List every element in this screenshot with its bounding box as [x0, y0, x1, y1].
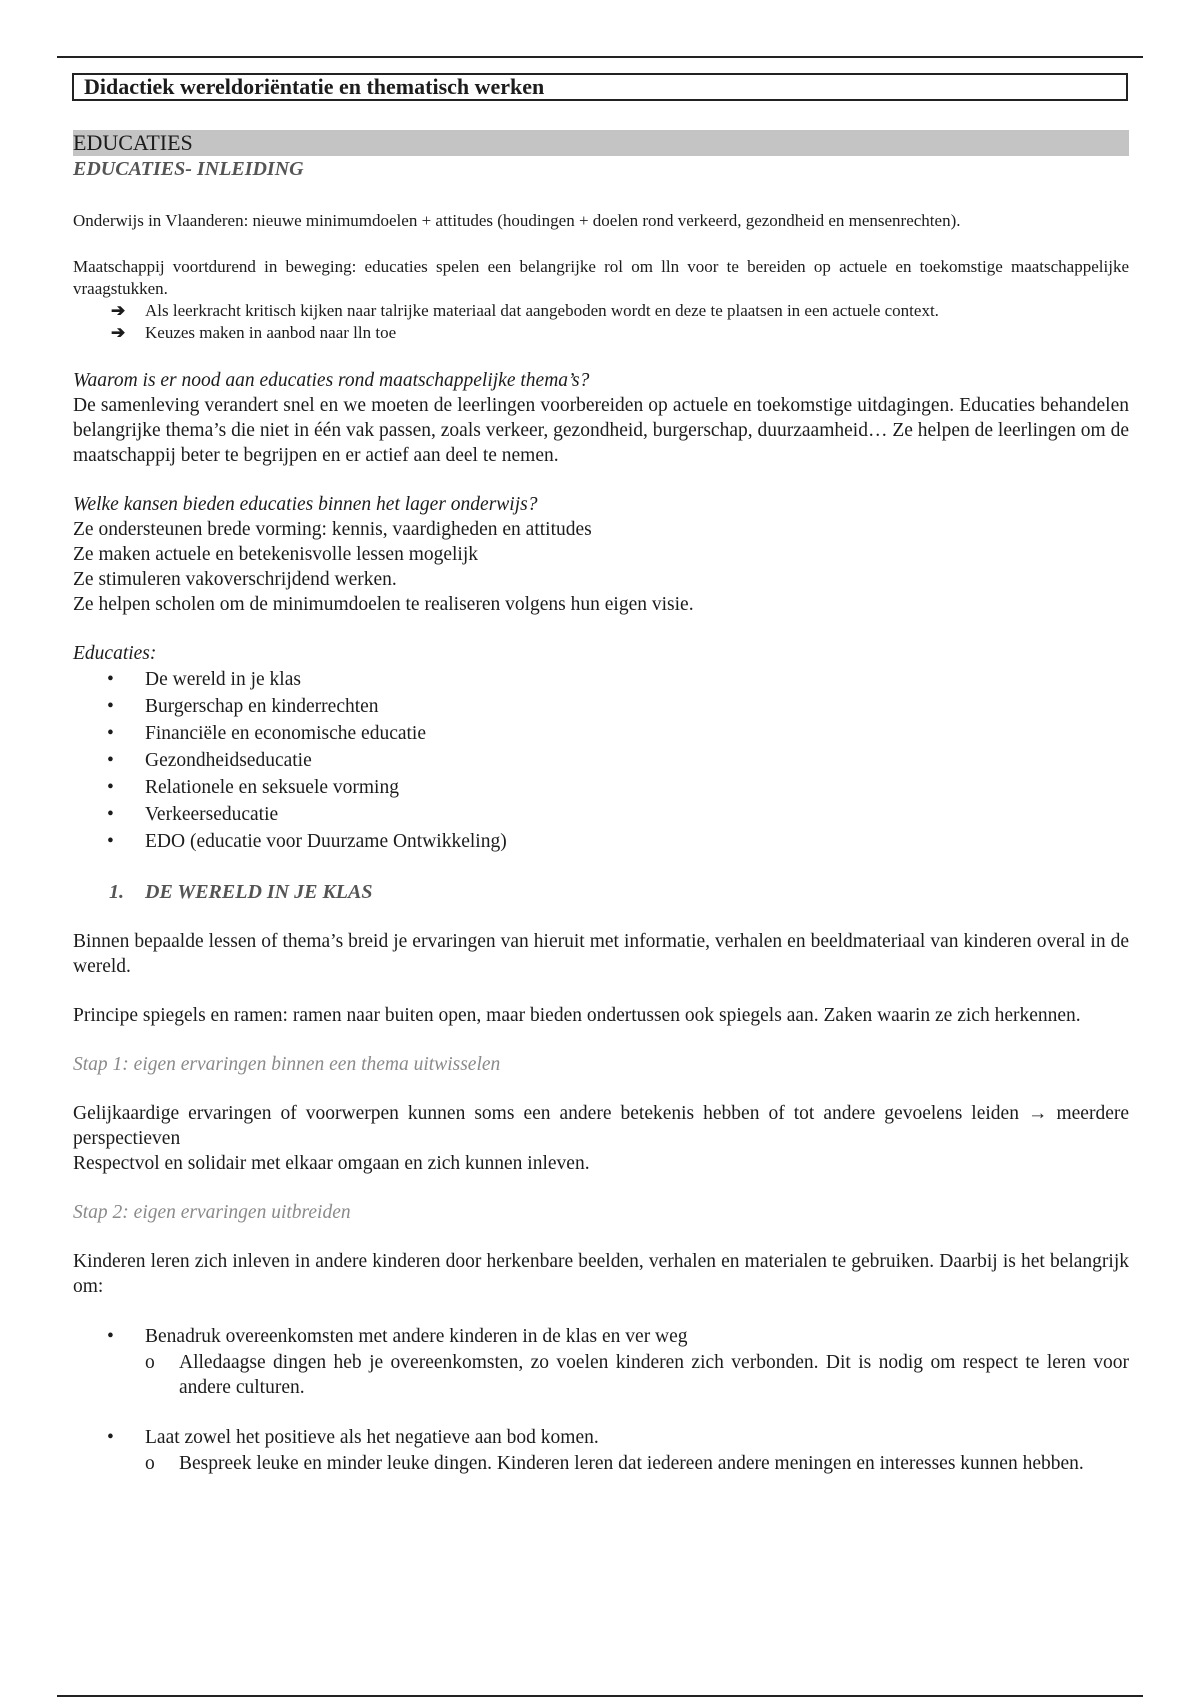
list-item: ➔ Keuzes maken in aanbod naar lln toe — [111, 323, 397, 342]
sub-list — [73, 1350, 1129, 1400]
chances-line: Ze maken actuele en betekenisvolle lessen mogelijk — [73, 544, 479, 565]
bullet-icon: • — [107, 831, 114, 852]
bullet-icon: • — [107, 696, 114, 717]
arrow-list — [73, 300, 1129, 344]
step-2-heading: Stap 2: eigen ervaringen uitbreiden — [73, 1202, 351, 1223]
list-item: • Gezondheidseducatie — [107, 747, 1129, 774]
bullet-icon: • — [107, 723, 114, 744]
why-question: Waarom is er nood aan educaties rond maatschappelijke thema’s? — [73, 370, 590, 391]
list-item: • Laat zowel het positieve als het negatieve aan bod komen. — [107, 1424, 1129, 1451]
list-item: • Burgerschap en kinderrechten — [107, 693, 1129, 720]
bullet-icon: • — [107, 1326, 114, 1347]
content — [73, 130, 1129, 1476]
sub-list — [73, 1451, 1129, 1476]
step-1-paragraph-2: Respectvol en solidair met elkaar omgaan en zich kunnen inleven. — [73, 1153, 590, 1174]
list-item: • EDO (educatie voor Duurzame Ontwikkeling) — [107, 828, 1129, 855]
arrow-icon: ➔ — [111, 323, 126, 342]
bottom-rule — [57, 1695, 1143, 1697]
list-item: o Bespreek leuke en minder leuke dingen. Kinderen leren dat iedereen andere meningen en interesses kunnen hebben. — [145, 1453, 1084, 1474]
list-item: ➔ Als leerkracht kritisch kijken naar talrijke materiaal dat aangeboden wordt en deze te plaatsen in een actuele context. — [111, 301, 939, 320]
chapter-heading: 1. DE WERELD IN JE KLAS — [109, 881, 373, 903]
circle-bullet-icon: o — [145, 1453, 155, 1474]
section-heading: EDUCATIES — [73, 130, 1129, 156]
circle-bullet-icon: o — [145, 1352, 155, 1373]
list-item: o Alledaagse dingen heb je overeenkomsten, zo voelen kinderen zich verbonden. Dit is nodig om respect te leren voor andere culturen. — [145, 1352, 1129, 1398]
why-answer: De samenleving verandert snel en we moeten de leerlingen voorbereiden op actuele en toekomstige uitdagingen. Educaties behandelen belangrijke thema’s die niet in één vak passen, zoals verkeer, gezondheid, burgerschap, duurzaamheid… Ze helpen de leerlingen om de maatschappij beter te begrijpen en er actief aan deel te nemen. — [73, 395, 1129, 466]
intro-paragraph-2: Maatschappij voortdurend in beweging: educaties spelen een belangrijke rol om lln voor te bereiden op actuele en toekomstige maatschappelijke vraagstukken. — [73, 257, 1129, 298]
step-1-heading: Stap 1: eigen ervaringen binnen een thema uitwisselen — [73, 1054, 501, 1075]
list-item: • De wereld in je klas — [107, 666, 1129, 693]
bullet-icon: • — [107, 1427, 114, 1448]
chances-line: Ze stimuleren vakoverschrijdend werken. — [73, 569, 397, 590]
arrow-icon: ➔ — [111, 301, 126, 320]
points-list — [73, 1424, 1129, 1451]
document-title: Didactiek wereldoriëntatie en thematisch werken — [72, 73, 1128, 101]
bullet-icon: • — [107, 804, 114, 825]
chapter-paragraph-1: Binnen bepaalde lessen of thema’s breid je ervaringen van hieruit met informatie, verhalen en beeldmateriaal van kinderen overal in de wereld. — [73, 931, 1129, 977]
bullet-icon: • — [107, 777, 114, 798]
educaties-list — [73, 666, 1129, 855]
bullet-icon: • — [107, 669, 114, 690]
top-rule — [57, 56, 1143, 58]
list-item: • Benadruk overeenkomsten met andere kinderen in de klas en ver weg — [107, 1323, 1129, 1350]
list-item: • Relationele en seksuele vorming — [107, 774, 1129, 801]
list-item: • Financiële en economische educatie — [107, 720, 1129, 747]
chances-question: Welke kansen bieden educaties binnen het lager onderwijs? — [73, 494, 538, 515]
chances-line: Ze helpen scholen om de minimumdoelen te realiseren volgens hun eigen visie. — [73, 594, 694, 615]
chances-line: Ze ondersteunen brede vorming: kennis, vaardigheden en attitudes — [73, 519, 592, 540]
chapter-paragraph-2: Principe spiegels en ramen: ramen naar buiten open, maar bieden ondertussen ook spiegels aan. Zaken waarin ze zich herkennen. — [73, 1005, 1081, 1026]
section-subheading: EDUCATIES- INLEIDING — [73, 158, 304, 180]
list-item: • Verkeerseducatie — [107, 801, 1129, 828]
intro-paragraph-1: Onderwijs in Vlaanderen: nieuwe minimumdoelen + attitudes (houdingen + doelen rond verkeerd, gezondheid en mensenrechten). — [73, 211, 961, 230]
step-2-paragraph: Kinderen leren zich inleven in andere kinderen door herkenbare beelden, verhalen en materialen te gebruiken. Daarbij is het belangrijk om: — [73, 1251, 1129, 1297]
step-1-paragraph-1: Gelijkaardige ervaringen of voorwerpen kunnen soms een andere betekenis hebben of tot andere gevoelens leiden → meerdere perspectieven — [73, 1103, 1129, 1149]
bullet-icon: • — [107, 750, 114, 771]
points-list — [73, 1323, 1129, 1350]
educaties-label: Educaties: — [73, 643, 157, 664]
